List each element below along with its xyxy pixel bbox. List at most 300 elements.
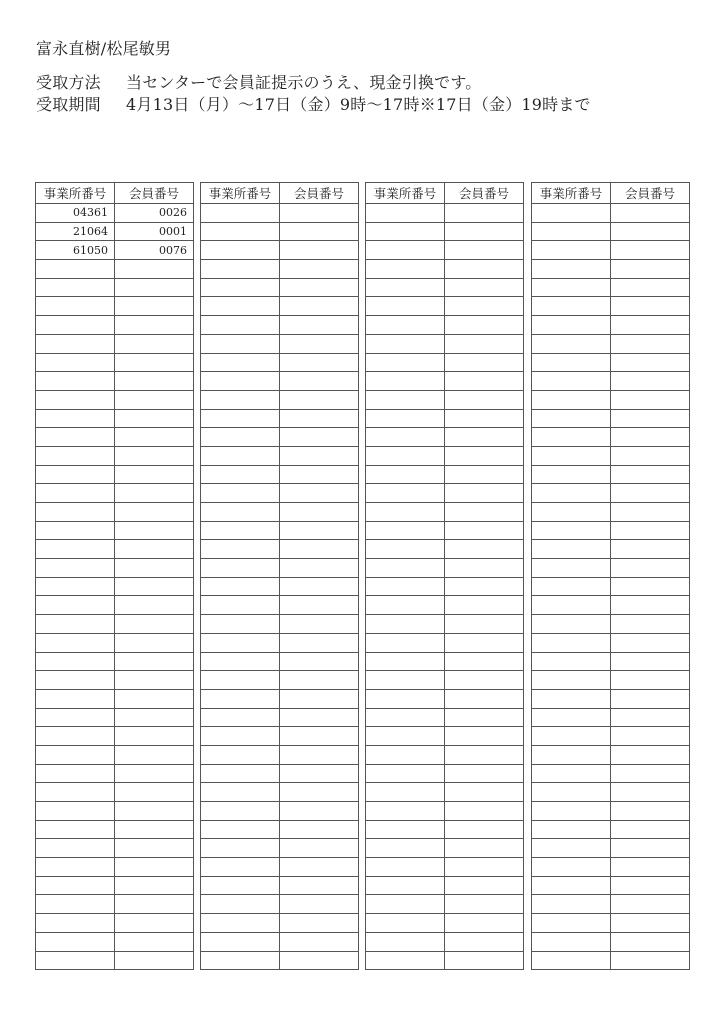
office-number-cell bbox=[36, 951, 115, 970]
table-row bbox=[532, 764, 690, 783]
table-row bbox=[201, 260, 359, 279]
table-row bbox=[36, 745, 194, 764]
table-row bbox=[366, 764, 524, 783]
member-number-cell bbox=[445, 503, 524, 522]
member-number-cell bbox=[611, 858, 690, 877]
member-number-cell bbox=[280, 390, 359, 409]
table-row bbox=[201, 409, 359, 428]
member-number-cell bbox=[280, 802, 359, 821]
office-number-cell bbox=[366, 222, 445, 241]
member-number-cell bbox=[611, 615, 690, 634]
table-row bbox=[366, 540, 524, 559]
office-number-cell bbox=[366, 428, 445, 447]
office-number-cell bbox=[36, 353, 115, 372]
table-row bbox=[36, 876, 194, 895]
member-number-cell bbox=[115, 951, 194, 970]
member-number-cell bbox=[445, 671, 524, 690]
table-row bbox=[201, 876, 359, 895]
member-number-cell bbox=[280, 484, 359, 503]
member-number-cell bbox=[280, 297, 359, 316]
table-header-row bbox=[532, 183, 690, 204]
office-number-cell bbox=[36, 260, 115, 279]
member-number-cell bbox=[115, 484, 194, 503]
member-number-cell bbox=[115, 577, 194, 596]
table-row bbox=[366, 297, 524, 316]
table-row bbox=[201, 540, 359, 559]
table-row bbox=[201, 745, 359, 764]
member-number-cell bbox=[280, 559, 359, 578]
office-number-cell bbox=[532, 241, 611, 260]
table-row bbox=[36, 708, 194, 727]
member-number-cell bbox=[611, 783, 690, 802]
member-number-cell bbox=[280, 241, 359, 260]
table-row bbox=[36, 652, 194, 671]
table-row bbox=[201, 689, 359, 708]
member-number-cell bbox=[280, 858, 359, 877]
table-row bbox=[36, 839, 194, 858]
member-number-cell bbox=[115, 446, 194, 465]
member-number-cell bbox=[115, 316, 194, 335]
table-row bbox=[366, 615, 524, 634]
table-row bbox=[36, 596, 194, 615]
member-number-cell bbox=[445, 559, 524, 578]
table-row bbox=[366, 521, 524, 540]
office-number-cell bbox=[36, 297, 115, 316]
office-number-cell bbox=[36, 465, 115, 484]
table-row bbox=[36, 503, 194, 522]
member-number-cell bbox=[280, 745, 359, 764]
office-number-cell bbox=[36, 783, 115, 802]
member-number-cell bbox=[611, 914, 690, 933]
office-number-cell bbox=[366, 652, 445, 671]
member-number-header: 会員番号 bbox=[611, 183, 690, 204]
table-row bbox=[201, 316, 359, 335]
table-row bbox=[36, 241, 194, 260]
member-number-cell bbox=[115, 390, 194, 409]
table-row bbox=[201, 278, 359, 297]
table-row bbox=[36, 204, 194, 223]
member-number-cell bbox=[280, 353, 359, 372]
table-row bbox=[36, 372, 194, 391]
office-number-cell bbox=[36, 278, 115, 297]
office-number-cell bbox=[36, 652, 115, 671]
table-row bbox=[201, 820, 359, 839]
member-number-cell bbox=[115, 353, 194, 372]
table-row bbox=[36, 783, 194, 802]
office-number-cell bbox=[201, 409, 280, 428]
table-row bbox=[366, 802, 524, 821]
table-row bbox=[36, 540, 194, 559]
table-row bbox=[36, 222, 194, 241]
member-number-cell bbox=[445, 241, 524, 260]
table-row bbox=[366, 484, 524, 503]
office-number-cell bbox=[366, 334, 445, 353]
office-number-cell bbox=[532, 652, 611, 671]
table-row bbox=[532, 204, 690, 223]
member-number-cell bbox=[611, 540, 690, 559]
office-number-cell bbox=[532, 633, 611, 652]
office-number-cell bbox=[201, 671, 280, 690]
office-number-cell bbox=[201, 577, 280, 596]
table-row bbox=[532, 353, 690, 372]
table-row bbox=[366, 839, 524, 858]
member-number-cell bbox=[280, 521, 359, 540]
office-number-cell bbox=[366, 316, 445, 335]
office-number-cell bbox=[366, 764, 445, 783]
member-number-cell bbox=[115, 260, 194, 279]
table-row bbox=[201, 577, 359, 596]
member-number-cell bbox=[115, 839, 194, 858]
member-number-cell bbox=[115, 876, 194, 895]
office-number-cell bbox=[201, 895, 280, 914]
office-number-cell bbox=[532, 764, 611, 783]
table-row bbox=[532, 596, 690, 615]
office-number-cell bbox=[366, 577, 445, 596]
member-number-cell bbox=[280, 876, 359, 895]
table-row bbox=[532, 503, 690, 522]
table-row bbox=[36, 615, 194, 634]
office-number-cell bbox=[201, 204, 280, 223]
table-row bbox=[201, 671, 359, 690]
member-number-cell bbox=[445, 297, 524, 316]
table-row bbox=[36, 316, 194, 335]
table-row bbox=[532, 484, 690, 503]
table-row bbox=[366, 559, 524, 578]
table-row bbox=[201, 446, 359, 465]
table-row bbox=[201, 633, 359, 652]
table-row bbox=[532, 428, 690, 447]
member-number-cell bbox=[115, 521, 194, 540]
table-row bbox=[532, 652, 690, 671]
member-number-cell bbox=[611, 446, 690, 465]
office-number-cell bbox=[366, 783, 445, 802]
member-number-cell bbox=[115, 465, 194, 484]
table-row bbox=[532, 951, 690, 970]
member-number-header: 会員番号 bbox=[115, 183, 194, 204]
member-number-cell bbox=[445, 914, 524, 933]
table-row bbox=[366, 390, 524, 409]
table-row bbox=[36, 428, 194, 447]
member-number-cell bbox=[115, 708, 194, 727]
member-number-cell bbox=[611, 316, 690, 335]
table-row bbox=[532, 745, 690, 764]
member-number-cell bbox=[611, 334, 690, 353]
office-number-cell bbox=[366, 689, 445, 708]
table-row bbox=[36, 484, 194, 503]
office-number-cell bbox=[532, 689, 611, 708]
table-row bbox=[36, 858, 194, 877]
office-number-cell bbox=[532, 372, 611, 391]
member-number-cell bbox=[445, 577, 524, 596]
member-number-cell bbox=[115, 596, 194, 615]
member-number-cell bbox=[611, 409, 690, 428]
office-number-cell bbox=[201, 316, 280, 335]
receipt-method-line bbox=[36, 70, 481, 93]
table-row bbox=[532, 297, 690, 316]
table-row bbox=[201, 297, 359, 316]
table-row bbox=[201, 503, 359, 522]
office-number-cell bbox=[201, 633, 280, 652]
table-row bbox=[201, 465, 359, 484]
table-row bbox=[201, 652, 359, 671]
table-header-row bbox=[36, 183, 194, 204]
member-number-cell bbox=[445, 876, 524, 895]
table-row bbox=[366, 409, 524, 428]
table-row bbox=[36, 297, 194, 316]
table-row bbox=[366, 446, 524, 465]
member-number-cell bbox=[611, 484, 690, 503]
office-number-cell: 61050 bbox=[36, 241, 115, 260]
table-row bbox=[532, 372, 690, 391]
table-row bbox=[532, 783, 690, 802]
table-row bbox=[532, 446, 690, 465]
table-row bbox=[201, 802, 359, 821]
member-number-cell bbox=[115, 783, 194, 802]
table-row bbox=[36, 764, 194, 783]
office-number-cell bbox=[532, 708, 611, 727]
table-row bbox=[532, 932, 690, 951]
office-number-cell bbox=[532, 521, 611, 540]
table-row bbox=[532, 278, 690, 297]
office-number-cell bbox=[366, 503, 445, 522]
table-row bbox=[532, 222, 690, 241]
office-number-cell bbox=[201, 484, 280, 503]
office-number-cell bbox=[366, 633, 445, 652]
member-number-cell bbox=[611, 839, 690, 858]
member-number-cell bbox=[445, 278, 524, 297]
office-number-cell bbox=[532, 446, 611, 465]
office-number-cell bbox=[532, 783, 611, 802]
office-number-cell bbox=[366, 241, 445, 260]
member-number-cell bbox=[611, 708, 690, 727]
member-number-cell bbox=[115, 334, 194, 353]
office-number-cell bbox=[532, 876, 611, 895]
office-number-cell bbox=[366, 540, 445, 559]
member-number-cell bbox=[115, 671, 194, 690]
member-number-cell bbox=[611, 764, 690, 783]
member-number-cell bbox=[445, 615, 524, 634]
table-row bbox=[532, 465, 690, 484]
member-number-cell: 0026 bbox=[115, 204, 194, 223]
office-number-cell bbox=[532, 559, 611, 578]
member-number-cell bbox=[445, 596, 524, 615]
office-number-cell bbox=[36, 577, 115, 596]
table-row bbox=[532, 521, 690, 540]
office-number-cell bbox=[201, 521, 280, 540]
office-number-cell bbox=[201, 260, 280, 279]
table-row bbox=[366, 951, 524, 970]
member-number-cell bbox=[445, 633, 524, 652]
receipt-period-label: 受取期間 bbox=[36, 95, 101, 114]
member-number-cell bbox=[445, 689, 524, 708]
table-row bbox=[366, 465, 524, 484]
member-number-cell bbox=[115, 727, 194, 746]
office-number-cell bbox=[532, 802, 611, 821]
member-number-cell bbox=[611, 428, 690, 447]
office-number-cell bbox=[36, 708, 115, 727]
office-number-cell bbox=[366, 802, 445, 821]
table-row bbox=[36, 914, 194, 933]
member-number-cell bbox=[280, 932, 359, 951]
table-row bbox=[532, 615, 690, 634]
table-row bbox=[36, 390, 194, 409]
member-number-cell bbox=[115, 858, 194, 877]
member-table bbox=[531, 182, 690, 970]
office-number-cell bbox=[532, 951, 611, 970]
member-number-cell bbox=[280, 727, 359, 746]
member-number-cell bbox=[611, 465, 690, 484]
office-number-cell bbox=[532, 503, 611, 522]
table-row bbox=[36, 521, 194, 540]
table-row bbox=[366, 820, 524, 839]
office-number-cell bbox=[201, 615, 280, 634]
office-number-cell bbox=[201, 745, 280, 764]
office-number-cell bbox=[532, 577, 611, 596]
member-number-cell bbox=[280, 222, 359, 241]
table-row bbox=[532, 577, 690, 596]
office-number-cell bbox=[201, 858, 280, 877]
member-number-cell bbox=[280, 577, 359, 596]
member-number-cell bbox=[280, 783, 359, 802]
office-number-cell bbox=[201, 802, 280, 821]
receipt-method-text: 当センターで会員証提示のうえ、現金引換です。 bbox=[126, 73, 482, 92]
office-number-cell bbox=[201, 914, 280, 933]
office-number-cell bbox=[532, 334, 611, 353]
member-number-cell bbox=[445, 372, 524, 391]
office-number-cell bbox=[36, 914, 115, 933]
table-row bbox=[532, 316, 690, 335]
office-number-cell bbox=[201, 390, 280, 409]
member-number-cell bbox=[280, 334, 359, 353]
member-number-cell bbox=[445, 521, 524, 540]
office-number-cell bbox=[201, 783, 280, 802]
member-number-cell bbox=[611, 503, 690, 522]
member-number-cell bbox=[115, 428, 194, 447]
office-number-cell bbox=[36, 316, 115, 335]
office-number-cell bbox=[201, 503, 280, 522]
office-number-cell bbox=[36, 932, 115, 951]
table-row bbox=[366, 876, 524, 895]
member-number-cell bbox=[115, 278, 194, 297]
table-row bbox=[36, 671, 194, 690]
office-number-cell bbox=[532, 615, 611, 634]
member-number-cell bbox=[115, 914, 194, 933]
office-number-cell bbox=[201, 689, 280, 708]
member-number-cell bbox=[445, 334, 524, 353]
member-number-cell bbox=[280, 671, 359, 690]
table-row bbox=[532, 540, 690, 559]
office-number-cell bbox=[36, 596, 115, 615]
member-number-cell bbox=[611, 596, 690, 615]
office-number-cell bbox=[366, 839, 445, 858]
office-number-cell bbox=[36, 503, 115, 522]
table-row bbox=[366, 428, 524, 447]
table-row bbox=[532, 858, 690, 877]
receipt-method-label: 受取方法 bbox=[36, 73, 101, 92]
table-row bbox=[366, 577, 524, 596]
office-number-cell bbox=[532, 839, 611, 858]
office-number-cell bbox=[366, 559, 445, 578]
office-number-cell bbox=[201, 932, 280, 951]
member-number-cell bbox=[280, 914, 359, 933]
member-number-cell bbox=[280, 895, 359, 914]
office-number-cell bbox=[532, 260, 611, 279]
member-number-cell bbox=[445, 204, 524, 223]
office-number-cell bbox=[201, 820, 280, 839]
member-table bbox=[365, 182, 524, 970]
office-number-cell bbox=[366, 745, 445, 764]
office-number-cell bbox=[366, 858, 445, 877]
office-number-cell bbox=[201, 241, 280, 260]
table-row bbox=[366, 858, 524, 877]
table-row bbox=[36, 895, 194, 914]
office-number-cell bbox=[36, 372, 115, 391]
table-row bbox=[201, 334, 359, 353]
office-number-cell bbox=[366, 615, 445, 634]
office-number-cell bbox=[366, 727, 445, 746]
table-row bbox=[201, 951, 359, 970]
table-row bbox=[532, 727, 690, 746]
member-number-cell bbox=[611, 745, 690, 764]
member-table bbox=[200, 182, 359, 970]
office-number-cell bbox=[201, 334, 280, 353]
table-row bbox=[366, 372, 524, 391]
table-row bbox=[366, 708, 524, 727]
office-number-cell bbox=[532, 671, 611, 690]
office-number-cell bbox=[201, 446, 280, 465]
office-number-cell bbox=[366, 297, 445, 316]
office-number-cell bbox=[532, 858, 611, 877]
office-number-cell bbox=[201, 540, 280, 559]
member-number-cell bbox=[115, 895, 194, 914]
office-number-cell bbox=[36, 745, 115, 764]
office-number-cell bbox=[36, 895, 115, 914]
member-number-cell bbox=[445, 540, 524, 559]
table-row bbox=[36, 727, 194, 746]
table-row bbox=[201, 783, 359, 802]
office-number-cell bbox=[201, 876, 280, 895]
member-table bbox=[35, 182, 194, 970]
table-row bbox=[532, 708, 690, 727]
member-number-cell bbox=[611, 633, 690, 652]
table-row bbox=[201, 521, 359, 540]
table-row bbox=[36, 689, 194, 708]
table-row bbox=[366, 260, 524, 279]
member-number-cell: 0076 bbox=[115, 241, 194, 260]
member-number-cell bbox=[611, 802, 690, 821]
table-row bbox=[201, 858, 359, 877]
member-number-cell bbox=[115, 372, 194, 391]
table-row bbox=[36, 465, 194, 484]
table-row bbox=[366, 596, 524, 615]
table-row bbox=[201, 839, 359, 858]
office-number-cell bbox=[201, 428, 280, 447]
office-number-cell bbox=[366, 951, 445, 970]
member-number-cell bbox=[280, 596, 359, 615]
table-row bbox=[36, 409, 194, 428]
table-row bbox=[532, 409, 690, 428]
table-row bbox=[532, 839, 690, 858]
table-row bbox=[201, 428, 359, 447]
office-number-cell bbox=[366, 446, 445, 465]
table-row bbox=[201, 596, 359, 615]
table-row bbox=[366, 895, 524, 914]
table-row bbox=[36, 446, 194, 465]
member-number-cell bbox=[280, 446, 359, 465]
office-number-cell bbox=[366, 372, 445, 391]
member-number-cell bbox=[611, 820, 690, 839]
member-number-cell bbox=[611, 222, 690, 241]
